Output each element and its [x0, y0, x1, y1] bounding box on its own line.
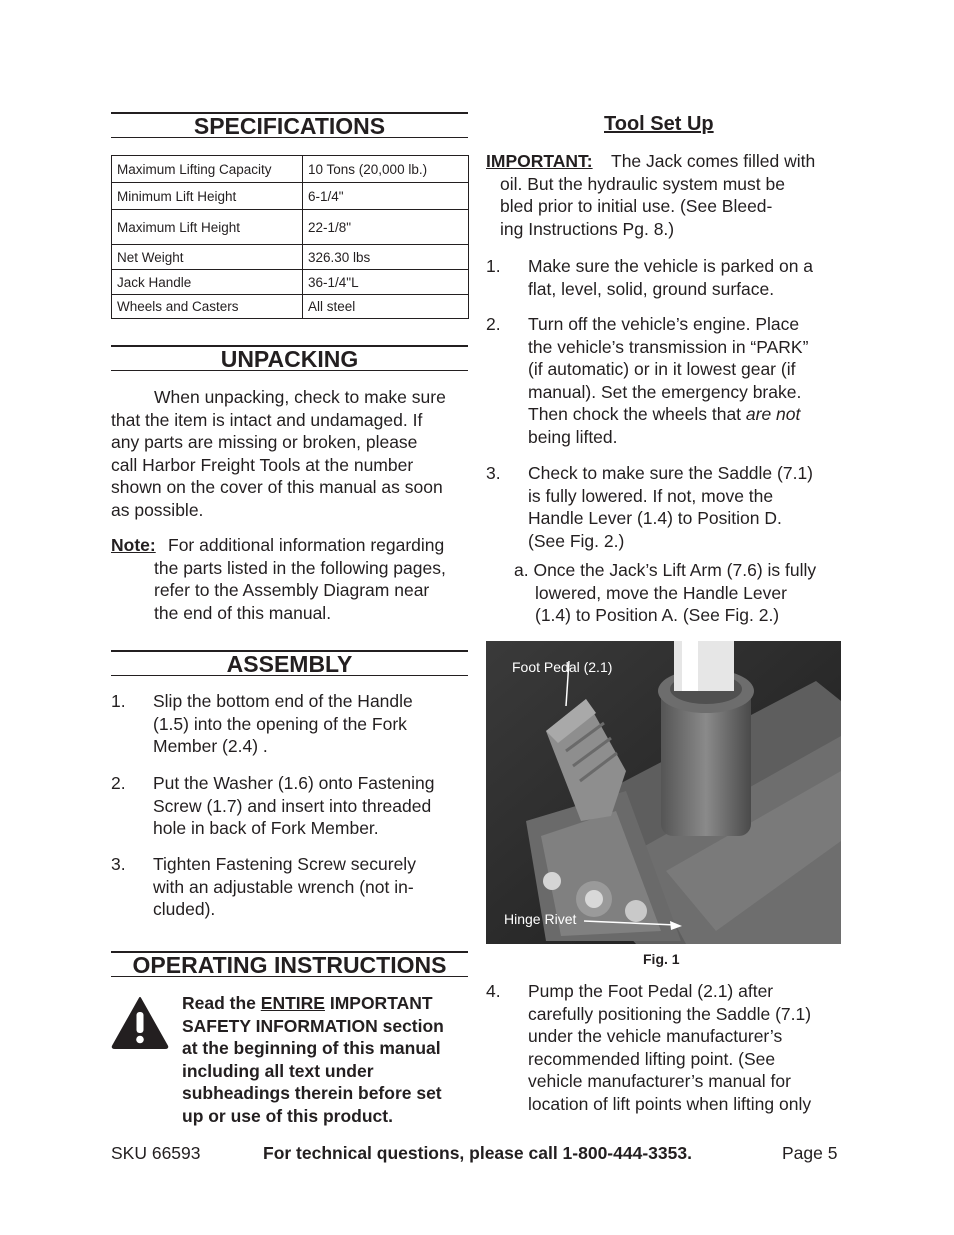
list-item — [486, 462, 846, 557]
text-line: oil. But the hydraulic system must be — [500, 173, 785, 194]
spec-value: 10 Tons (20,000 lb.) — [303, 156, 469, 183]
list-item — [486, 980, 846, 1120]
text-line: For additional information regarding — [168, 535, 445, 555]
text-line: hole in back of Fork Member. — [153, 818, 379, 838]
foot-pedal-label: Foot Pedal (2.1) — [512, 659, 613, 675]
spec-label: Minimum Lift Height — [112, 183, 303, 210]
spec-value: 36-1/4"L — [303, 270, 469, 295]
spec-value: 6-1/4" — [303, 183, 469, 210]
text-line: lowered, move the Handle Lever — [535, 582, 787, 603]
list-item — [111, 853, 471, 923]
text-line: bled prior to initial use. (See Bleed- — [500, 196, 773, 216]
text-line: Make sure the vehicle is parked on a — [528, 256, 814, 276]
spec-label: Jack Handle — [112, 270, 303, 295]
operating-instructions-heading: OPERATING INSTRUCTIONS — [111, 951, 468, 977]
list-item — [111, 690, 471, 760]
text-line: location of lift points when lifting only — [528, 1093, 812, 1114]
hinge-rivet-label: Hinge Rivet — [504, 911, 577, 927]
sub-item — [514, 559, 854, 627]
table-row — [112, 183, 469, 210]
safety-warning-text — [182, 992, 482, 1127]
spec-value: 22-1/8" — [303, 210, 469, 245]
text-line: The Jack comes filled with — [611, 151, 816, 171]
text-line: Handle Lever (1.4) to Position D. — [528, 508, 782, 528]
text-line: subheadings therein before set — [182, 1083, 442, 1103]
text-line: as possible. — [111, 499, 204, 520]
text-line: (if automatic) or in it lowest gear (if — [528, 359, 796, 379]
spec-label: Wheels and Casters — [112, 295, 303, 319]
list-item — [486, 313, 846, 453]
text-line: with an adjustable wrench (not in- — [153, 876, 414, 897]
text-line: including all text under — [182, 1060, 374, 1081]
text-line: up or use of this product. — [182, 1105, 393, 1126]
text-line: Screw (1.7) and insert into threaded — [153, 795, 432, 816]
text-line: shown on the cover of this manual as soon — [111, 477, 443, 497]
item-number: 1. — [111, 691, 126, 711]
text-line: carefully positioning the Saddle (7.1) — [528, 1003, 812, 1024]
text-line: When unpacking, check to make sure — [154, 387, 446, 407]
text-line: Check to make sure the Saddle (7.1) — [528, 463, 814, 483]
text-line: call Harbor Freight Tools at the number — [111, 454, 414, 475]
text-line: Pump the Foot Pedal (2.1) after — [528, 981, 774, 1001]
text-line: (See Fig. 2.) — [528, 530, 625, 551]
warning-triangle-icon — [111, 995, 169, 1049]
footer-support-line: For technical questions, please call 1-800-444-3353. — [263, 1143, 692, 1163]
text-line: Read the — [182, 993, 261, 1013]
text-line: IMPORTANT — [324, 993, 433, 1013]
item-number: 2. — [111, 773, 126, 793]
text-line: Tighten Fastening Screw securely — [153, 854, 416, 874]
text-line: (1.4) to Position A. (See Fig. 2.) — [535, 605, 780, 625]
text-line: vehicle manufacturer’s manual for — [528, 1071, 791, 1091]
text-line: ENTIRE — [260, 993, 325, 1013]
text-line: being lifted. — [528, 426, 618, 447]
item-number: 3. — [111, 854, 126, 874]
text-line: is fully lowered. If not, move the — [528, 485, 774, 506]
text-line: under the vehicle manufacturer’s — [528, 1026, 783, 1046]
text-line: the vehicle’s transmission in “PARK” — [528, 336, 809, 357]
table-row — [112, 156, 469, 183]
list-item — [486, 255, 846, 303]
important-label: IMPORTANT: — [486, 151, 593, 171]
text-line: any parts are missing or broken, please — [111, 432, 418, 452]
item-number: 4. — [486, 981, 501, 1001]
text-line: flat, level, solid, ground surface. — [528, 278, 775, 299]
text-line: Turn off the vehicle’s engine. Place — [528, 314, 800, 334]
spec-label: Net Weight — [112, 245, 303, 270]
table-row — [112, 270, 469, 295]
figure-caption: Fig. 1 — [643, 951, 680, 967]
text-line: at the beginning of this manual — [182, 1038, 441, 1058]
spec-label: Maximum Lifting Capacity — [112, 156, 303, 183]
text-line: Member (2.4) . — [153, 736, 268, 756]
table-row — [112, 210, 469, 245]
text-line: SAFETY INFORMATION section — [182, 1015, 444, 1036]
table-row — [112, 295, 469, 319]
list-item — [111, 772, 471, 842]
text-line: manual). Set the emergency brake. — [528, 381, 802, 402]
jack-photo — [486, 641, 841, 944]
unpacking-heading: UNPACKING — [111, 345, 468, 371]
text-line: cluded). — [153, 899, 216, 919]
specifications-heading: SPECIFICATIONS — [111, 112, 468, 138]
spec-value: 326.30 lbs — [303, 245, 469, 270]
text-line: the end of this manual. — [154, 602, 332, 623]
text-line: the parts listed in the following pages, — [154, 557, 446, 578]
item-number: 1. — [486, 256, 501, 276]
footer-page-number: Page 5 — [782, 1143, 838, 1163]
unpacking-note — [111, 534, 471, 624]
spec-value: All steel — [303, 295, 469, 319]
text-line: a. Once the Jack’s Lift Arm (7.6) is fully — [514, 560, 817, 580]
text-line: (1.5) into the opening of the Fork — [153, 713, 407, 734]
item-number: 2. — [486, 314, 501, 334]
footer-sku: SKU 66593 — [111, 1143, 201, 1163]
item-number: 3. — [486, 463, 501, 483]
text-line: Slip the bottom end of the Handle — [153, 691, 413, 711]
unpacking-paragraph — [111, 386, 471, 521]
tool-setup-heading: Tool Set Up — [604, 113, 714, 135]
text-line: recommended lifting point. (See — [528, 1048, 776, 1069]
text-line: Then chock the wheels that — [528, 404, 746, 424]
text-line: ing Instructions Pg. 8.) — [500, 218, 675, 239]
text-line: refer to the Assembly Diagram near — [154, 580, 430, 600]
important-paragraph — [486, 150, 846, 240]
assembly-heading: ASSEMBLY — [111, 650, 468, 676]
jack-photo-illustration — [486, 641, 841, 944]
text-line: that the item is intact and undamaged. If — [111, 409, 423, 430]
spec-label: Maximum Lift Height — [112, 210, 303, 245]
specifications-table — [111, 155, 469, 319]
emphasis-text: are not — [745, 404, 801, 424]
note-label: Note: — [111, 535, 156, 555]
text-line: Put the Washer (1.6) onto Fastening — [153, 773, 435, 793]
table-row — [112, 245, 469, 270]
